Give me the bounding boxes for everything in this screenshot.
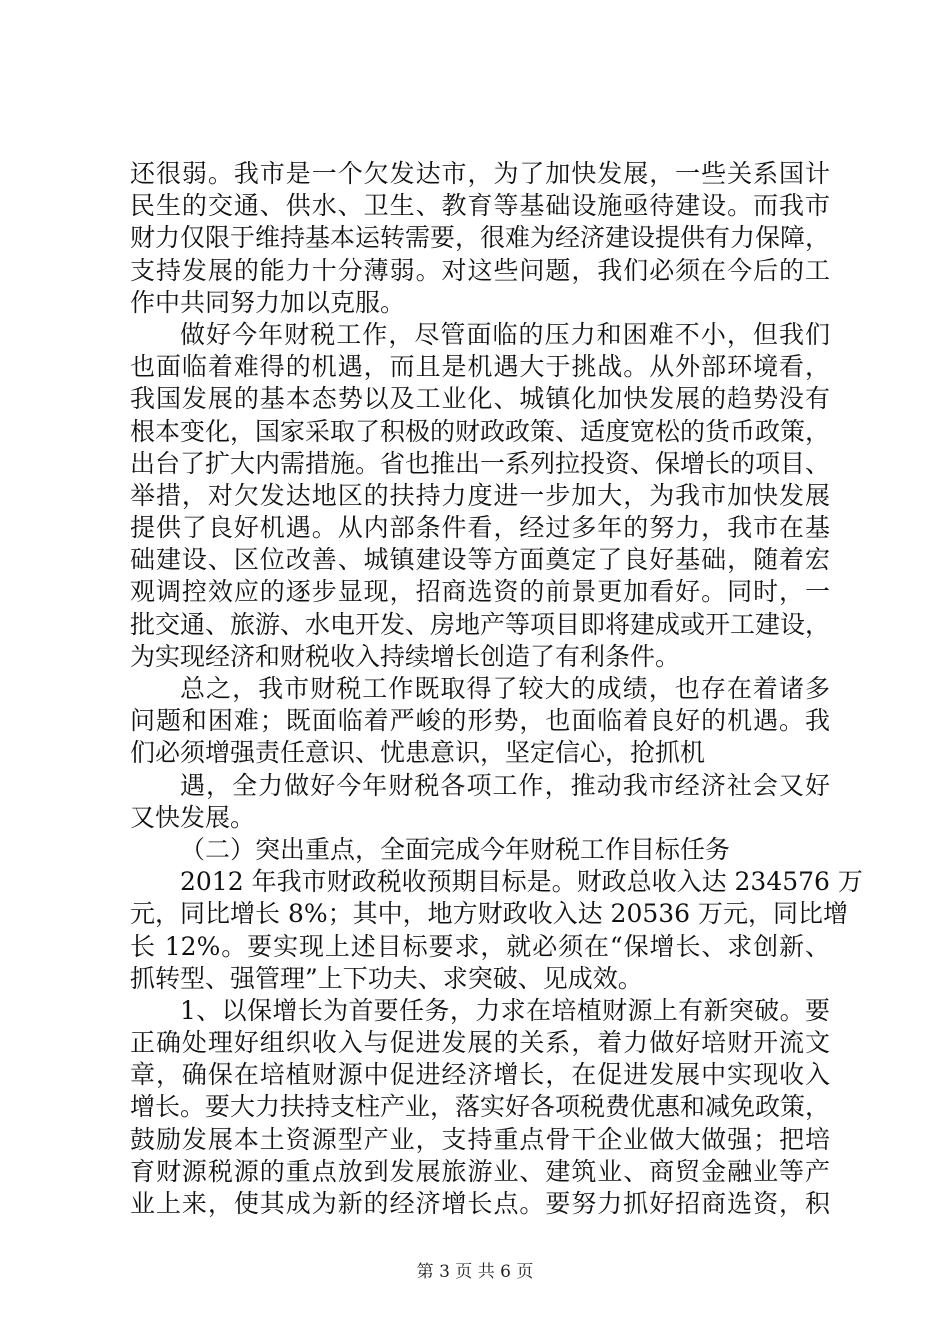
text-line: 作中共同努力加以克服。 (130, 287, 406, 317)
text-line: 支持发展的能力十分薄弱。对这些问题，我们必须在今后的工 (130, 255, 830, 285)
text-line: 根本变化，国家采取了积极的财政政策、适度宽松的货币政策， (130, 416, 831, 446)
body-text (130, 158, 863, 1220)
text-line: 1、以保增长为首要任务，力求在培植财源上有新突破。要 (180, 995, 830, 1025)
text-line: 民生的交通、供水、卫生、教育等基础设施亟待建设。而我市 (130, 191, 830, 221)
text-line: 业上来，使其成为新的经济增长点。要努力抓好招商选资，积 (130, 1189, 830, 1218)
text-line: 出台了扩大内需措施。省也推出一系列拉投资、保增长的项目、 (130, 448, 831, 478)
text-line: 2012 年我市财政税收预期目标是。财政总收入达 234576 万 (180, 867, 863, 897)
text-line: 础建设、区位改善、城镇建设等方面奠定了良好基础，随着宏 (130, 545, 830, 575)
text-line: 遇，全力做好今年财税各项工作，推动我市经济社会又好 (180, 770, 830, 800)
text-line: 举措，对欠发达地区的扶持力度进一步加大，为我市加快发展 (130, 480, 830, 510)
text-line: 总之，我市财税工作既取得了较大的成绩，也存在着诸多 (180, 674, 830, 703)
text-line: 还很弱。我市是一个欠发达市，为了加快发展，一些关系国计 (130, 159, 830, 188)
section-heading: （二）突出重点，全面完成今年财税工作目标任务 (180, 834, 731, 864)
text-line: 育财源税源的重点放到发展旅游业、建筑业、商贸金融业等产 (130, 1156, 830, 1186)
page-number-footer: 第 3 页 共 6 页 (416, 1262, 534, 1282)
text-line: 增长。要大力扶持支柱产业，落实好各项税费优惠和减免政策， (130, 1092, 831, 1122)
text-line: 提供了良好机遇。从内部条件看，经过多年的努力，我市在基 (130, 513, 830, 543)
text-line: 也面临着难得的机遇，而且是机遇大于挑战。从外部环境看， (130, 352, 830, 382)
text-line: 我国发展的基本态势以及工业化、城镇化加快发展的趋势没有 (130, 384, 830, 414)
text-line: 问题和困难；既面临着严峻的形势，也面临着良好的机遇。我 (130, 706, 830, 736)
text-line: 元，同比增长 8%；其中，地方财政收入达 20536 万元，同比增 (130, 899, 849, 929)
text-line: 抓转型、强管理”上下功夫、求突破、见成效。 (130, 963, 643, 993)
text-line: 批交通、旅游、水电开发、房地产等项目即将建成或开工建设， (130, 609, 831, 639)
text-line: 正确处理好组织收入与促进发展的关系，着力做好培财开流文 (130, 1028, 830, 1058)
text-line: 长 12%。要实现上述目标要求，就必须在“保增长、求创新、 (130, 931, 830, 961)
text-line: 鼓励发展本土资源型产业，支持重点骨干企业做大做强；把培 (130, 1124, 830, 1154)
text-line: 财力仅限于维持基本运转需要，很难为经济建设提供有力保障， (130, 223, 831, 253)
text-line: 章，确保在培植财源中促进经济增长，在促进发展中实现收入 (130, 1060, 830, 1090)
text-line: 观调控效应的逐步显现，招商选资的前景更加看好。同时，一 (130, 577, 830, 607)
text-line: 又快发展。 (130, 802, 256, 832)
text-line: 们必须增强责任意识、忧患意识，坚定信心，抢抓机 (130, 738, 706, 768)
text-line: 做好今年财税工作，尽管面临的压力和困难不小，但我们 (180, 319, 830, 349)
text-line: 为实现经济和财税收入持续增长创造了有利条件。 (130, 641, 681, 671)
